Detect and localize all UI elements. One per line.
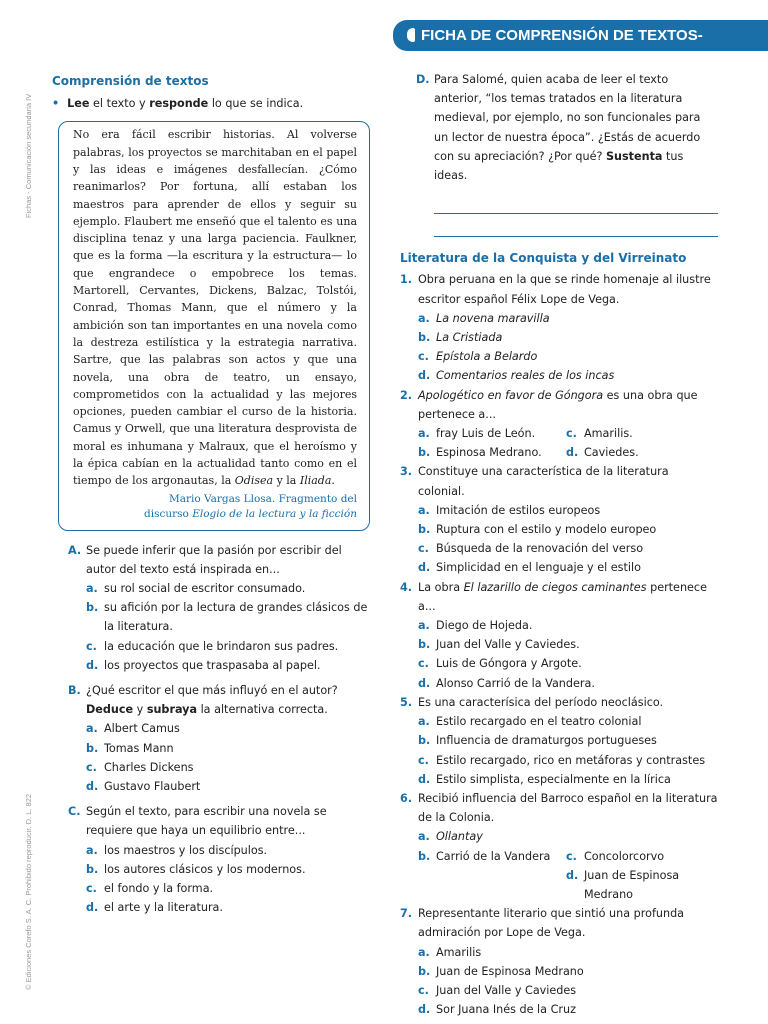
question-4-options: [418, 616, 718, 693]
question-number: 4.: [400, 580, 413, 594]
question-4-stem: [400, 578, 718, 616]
option-text: Imitación de estilos europeos: [436, 503, 601, 517]
option-letter: b.: [86, 862, 99, 876]
left-column: [52, 72, 370, 918]
question-sustenta: Sustenta: [605, 149, 663, 163]
question-5: [400, 693, 718, 789]
option[interactable]: [418, 558, 718, 577]
option-letter: d.: [418, 772, 431, 786]
option[interactable]: [418, 712, 718, 731]
option-text: fray Luis de León.: [436, 427, 536, 441]
question-text: [418, 578, 718, 616]
option[interactable]: [418, 981, 718, 1000]
option[interactable]: [418, 520, 718, 539]
option-text: Alonso Carrió de la Vandera.: [436, 676, 595, 690]
question-text-part: tus ideas.: [434, 149, 684, 183]
side-label-bottom: © Ediciones Corefo S. A. C. Prohibido reproducir. D. L. 822: [24, 793, 33, 990]
option-letter: c.: [86, 882, 97, 896]
option-text: Simplicidad en el lenguaje y el estilo: [436, 561, 641, 575]
option-letter: d.: [418, 676, 431, 690]
worksheet-banner: [393, 20, 768, 75]
question-subraya: subraya: [146, 703, 198, 717]
option-text: Influencia de dramaturgos portugueses: [436, 734, 657, 748]
option-text: los autores clásicos y los modernos.: [104, 862, 306, 876]
option-text: Diego de Hojeda.: [436, 619, 533, 633]
option-letter: a.: [418, 715, 430, 729]
question-number: B.: [68, 684, 81, 698]
question-7: [400, 904, 718, 1019]
passage-text: No era fácil escribir historias. Al volverse palabras, los proyectos se marchitaban en el papel y las ideas e imágenes desfallecían. ¿Cómo reanimarlos? Por fortuna, allí estaban los maestros para aprender de ellos y seguir su ejemplo. Flaubert me enseñó que el talento es una disciplina tenaz y una larga paciencia. Faulkner, que es la forma —la escritura y la estructura— lo que engrandece o empobrece los temas. Martorell, Cervantes, Dickens, Balzac, Tolstói, Conrad, Thomas Mann, que el número y la ambición son tan importantes en una novela como la destreza estilística y la estrategia narrativa. Sartre, que las palabras son actos y que una novela, una obra de teatro, un ensayo, comprometidos con la actualidad y las mejores opciones, pueden cambiar el curso de la historia. Camus y Orwell, que una literatura desprovista de moral es inhumana y Malraux, que el heroísmo y la épica cabían en la actualidad tanto como en el tiempo de los argonautas, la: [73, 128, 357, 488]
question-text-part: ¿Qué escritor el que más influyó en el autor?: [86, 684, 338, 698]
option[interactable]: [418, 366, 718, 385]
reading-passage: [58, 121, 370, 530]
option-text: Estilo recargado en el teatro colonial: [436, 715, 642, 729]
option-text: su afición por la lectura de grandes clásicos de la literatura.: [104, 601, 368, 634]
question-5-stem: [400, 693, 718, 712]
banner-tab-icon: [407, 28, 415, 42]
instruction-text: el texto y: [89, 97, 150, 111]
option-text: la educación que le brindaron sus padres.: [104, 639, 339, 653]
option[interactable]: [86, 898, 370, 917]
option-letter: b.: [418, 638, 431, 652]
citation-source-title: Elogio de la lectura y la ficción: [192, 507, 357, 520]
option-text: Comentarios reales de los incas: [436, 369, 615, 383]
option[interactable]: [86, 758, 370, 777]
option-letter: c.: [566, 849, 577, 863]
question-4: [400, 578, 718, 693]
option[interactable]: [86, 719, 370, 738]
option-text: Caviedes.: [584, 446, 639, 460]
option-letter: d.: [86, 780, 99, 794]
option-text: Tomas Mann: [104, 741, 174, 755]
option-letter: a.: [418, 945, 430, 959]
question-number: 7.: [400, 907, 413, 921]
instruction-text-end: lo que se indica.: [208, 97, 304, 111]
section-heading-comprension: Comprensión de textos: [52, 74, 209, 88]
option-text: Charles Dickens: [104, 760, 194, 774]
answer-lines: [434, 191, 718, 237]
option-text: Ollantay: [436, 830, 483, 844]
question-B-stem: [68, 681, 370, 719]
option-text: Concolorcorvo: [584, 849, 665, 863]
option[interactable]: [418, 328, 718, 347]
question-text-part: pertenece a...: [418, 580, 707, 613]
option[interactable]: [418, 424, 566, 443]
option-text: Gustavo Flaubert: [104, 780, 201, 794]
question-number: C.: [68, 805, 81, 819]
question-A: [68, 541, 370, 675]
option-text: los maestros y los discípulos.: [104, 843, 268, 857]
question-B: [68, 681, 370, 796]
option-letter: d.: [418, 369, 431, 383]
question-text: Según el texto, para escribir una novela se requiere que haya un equilibrio entre...: [86, 805, 327, 838]
option[interactable]: [418, 827, 718, 846]
option-letter: c.: [566, 427, 577, 441]
option-text: La Cristiada: [436, 331, 503, 345]
option-letter: b.: [86, 741, 99, 755]
passage-y: y la: [273, 474, 300, 488]
option[interactable]: [86, 579, 370, 598]
bullet-icon: •: [52, 97, 60, 111]
option[interactable]: [418, 501, 718, 520]
option-text: Juan del Valle y Caviedes: [436, 983, 577, 997]
option-text: Juan de Espinosa Medrano: [436, 964, 584, 978]
banner-title: FICHA DE COMPRENSIÓN DE TEXTOS-LITERATURA: [407, 27, 703, 75]
option[interactable]: [566, 443, 714, 462]
option[interactable]: [86, 637, 370, 656]
citation-author: Mario Vargas Llosa. Fragmento del: [168, 492, 357, 505]
option-text: Juan de Espinosa Medrano: [584, 868, 680, 901]
option-text: los proyectos que traspasaba al papel.: [104, 658, 321, 672]
question-2-stem: [400, 386, 718, 424]
question-number: 2.: [400, 388, 413, 402]
option-letter: b.: [418, 849, 431, 863]
option[interactable]: [418, 674, 718, 693]
option[interactable]: [566, 847, 714, 866]
option-letter: d.: [566, 446, 579, 460]
option-letter: b.: [418, 734, 431, 748]
question-6: [400, 789, 718, 904]
option-text: Amarilis: [436, 945, 482, 959]
option[interactable]: [418, 347, 718, 366]
option[interactable]: [418, 751, 718, 770]
option-text: Estilo simplista, especialmente en la lírica: [436, 772, 671, 786]
option-letter: d.: [418, 561, 431, 575]
question-2: [400, 386, 718, 463]
passage-iliada: Iliada: [299, 474, 332, 488]
passage-end: .: [331, 474, 335, 488]
option-letter: d.: [86, 901, 99, 915]
question-text: [418, 386, 718, 424]
option[interactable]: [418, 654, 718, 673]
instruction-responde: responde: [149, 97, 209, 111]
option-text: Amarilis.: [584, 427, 633, 441]
option-text: Búsqueda de la renovación del verso: [436, 542, 644, 556]
answer-line[interactable]: [434, 214, 718, 237]
option[interactable]: [418, 943, 718, 962]
question-deduce: Deduce: [86, 703, 134, 717]
option-letter: a.: [418, 830, 430, 844]
option-letter: a.: [86, 843, 98, 857]
question-5-options: [418, 712, 718, 789]
option[interactable]: [418, 443, 566, 462]
question-text: Se puede inferir que la pasión por escribir del autor del texto está inspirada en...: [86, 543, 342, 576]
citation-source-prefix: discurso: [144, 507, 193, 520]
option[interactable]: [418, 539, 718, 558]
question-text-part: y: [133, 703, 147, 717]
question-text: Representante literario que sintió una profunda admiración por Lope de Vega.: [418, 907, 685, 940]
option[interactable]: [86, 656, 370, 675]
option-letter: c.: [418, 542, 429, 556]
option-letter: a.: [86, 582, 98, 596]
option[interactable]: [418, 309, 718, 328]
question-text: Constituye una característica de la literatura colonial.: [418, 465, 669, 498]
option[interactable]: [86, 739, 370, 758]
question-number: 1.: [400, 273, 413, 287]
answer-line[interactable]: [434, 191, 718, 214]
question-text-part: la alternativa correcta.: [197, 703, 328, 717]
option[interactable]: [86, 879, 370, 898]
option[interactable]: [86, 841, 370, 860]
question-work-title: Apologético en favor de Góngora: [418, 388, 604, 402]
question-work-title: El lazarillo de ciegos caminantes: [463, 580, 647, 594]
question-2-options: [418, 424, 718, 462]
option-letter: b.: [418, 523, 431, 537]
question-number: A.: [68, 543, 82, 557]
option-row: [418, 847, 718, 866]
question-text: Obra peruana en la que se rinde homenaje al ilustre escritor español Félix Lope de Vega.: [418, 273, 711, 306]
option[interactable]: [418, 635, 718, 654]
option[interactable]: [418, 770, 718, 789]
question-number: 6.: [400, 791, 413, 805]
option-letter: a.: [418, 311, 430, 325]
option-letter: c.: [86, 760, 97, 774]
question-3-stem: [400, 462, 718, 500]
option-letter: a.: [418, 619, 430, 633]
question-A-options: [86, 579, 370, 675]
question-6-options: [418, 827, 718, 904]
option-text: el arte y la literatura.: [104, 901, 223, 915]
question-3-options: [418, 501, 718, 578]
option-text: el fondo y la forma.: [104, 882, 214, 896]
option[interactable]: [86, 598, 370, 636]
question-text: [434, 70, 718, 185]
question-7-options: [418, 943, 718, 1020]
option[interactable]: [566, 866, 718, 904]
option-letter: d.: [566, 868, 579, 882]
question-text: Es una caracterísica del período neoclásico.: [418, 695, 664, 709]
question-number: 5.: [400, 695, 413, 709]
option-letter: b.: [418, 446, 431, 460]
question-B-options: [86, 719, 370, 796]
option-letter: b.: [418, 964, 431, 978]
section-heading-literatura: Literatura de la Conquista y del Virreinato: [400, 251, 687, 266]
option-text: Estilo recargado, rico en metáforas y contrastes: [436, 753, 706, 767]
option-letter: c.: [418, 983, 429, 997]
question-1-stem: [400, 270, 718, 308]
option-letter: a.: [418, 503, 430, 517]
option[interactable]: [418, 616, 718, 635]
passage-odisea: Odisea: [234, 474, 274, 488]
question-D: [416, 70, 718, 185]
option-text: su rol social de escritor consumado.: [104, 582, 306, 596]
option-text: Carrió de la Vandera: [436, 849, 551, 863]
option[interactable]: [418, 1000, 718, 1019]
option-letter: a.: [418, 427, 430, 441]
option-letter: d.: [418, 1003, 431, 1017]
option-row: [418, 424, 718, 443]
option-letter: b.: [86, 601, 99, 615]
question-1: [400, 270, 718, 385]
option-text: Juan del Valle y Caviedes.: [436, 638, 580, 652]
instruction-lee: Lee: [67, 97, 90, 111]
option[interactable]: [418, 847, 566, 866]
option-letter: a.: [86, 722, 98, 736]
option-text: Espinosa Medrano.: [436, 446, 542, 460]
option-letter: d.: [86, 658, 99, 672]
question-text-part: Para Salomé, quien acaba de leer el texto anterior, “los temas tratados en la literatura medieval, por ejemplo, no son funcionales para un lector de nuestra época”. ¿Estás de acuerdo con su apreciación? ¿Por qué?: [434, 73, 701, 163]
question-1-options: [418, 309, 718, 386]
option[interactable]: [566, 424, 714, 443]
right-column: [400, 70, 718, 1019]
side-label-top: Fichas - Comunicación secundaria IV: [24, 93, 33, 218]
option-letter: c.: [86, 639, 97, 653]
option-text: Epístola a Belardo: [436, 350, 538, 364]
option-text: Sor Juana Inés de la Cruz: [436, 1003, 576, 1017]
option-text: Ruptura con el estilo y modelo europeo: [436, 523, 657, 537]
option-letter: b.: [418, 331, 431, 345]
question-7-stem: [400, 904, 718, 942]
option[interactable]: [418, 962, 718, 981]
option-text: Luis de Góngora y Argote.: [436, 657, 582, 671]
option-text: La novena maravilla: [436, 311, 550, 325]
question-3: [400, 462, 718, 577]
question-C-options: [86, 841, 370, 918]
question-text-part: es una obra que pertenece a...: [418, 388, 698, 421]
question-number: 3.: [400, 465, 413, 479]
question-A-stem: [68, 541, 370, 579]
option-letter: c.: [418, 350, 429, 364]
question-C: [68, 802, 370, 917]
passage-citation: [73, 492, 357, 522]
question-C-stem: [68, 802, 370, 840]
question-6-stem: [400, 789, 718, 827]
option-row: [418, 443, 718, 462]
question-text: [86, 681, 370, 719]
option-text: Albert Camus: [104, 722, 180, 736]
instruction: [52, 94, 370, 113]
option-letter: c.: [418, 753, 429, 767]
option[interactable]: [86, 860, 370, 879]
citation-source: [73, 507, 357, 522]
question-text-part: La obra: [418, 580, 464, 594]
option-letter: c.: [418, 657, 429, 671]
question-text: Recibió influencia del Barroco español en la literatura de la Colonia.: [418, 791, 718, 825]
question-number: D.: [416, 73, 430, 86]
option[interactable]: [418, 731, 718, 750]
option[interactable]: [86, 777, 370, 796]
